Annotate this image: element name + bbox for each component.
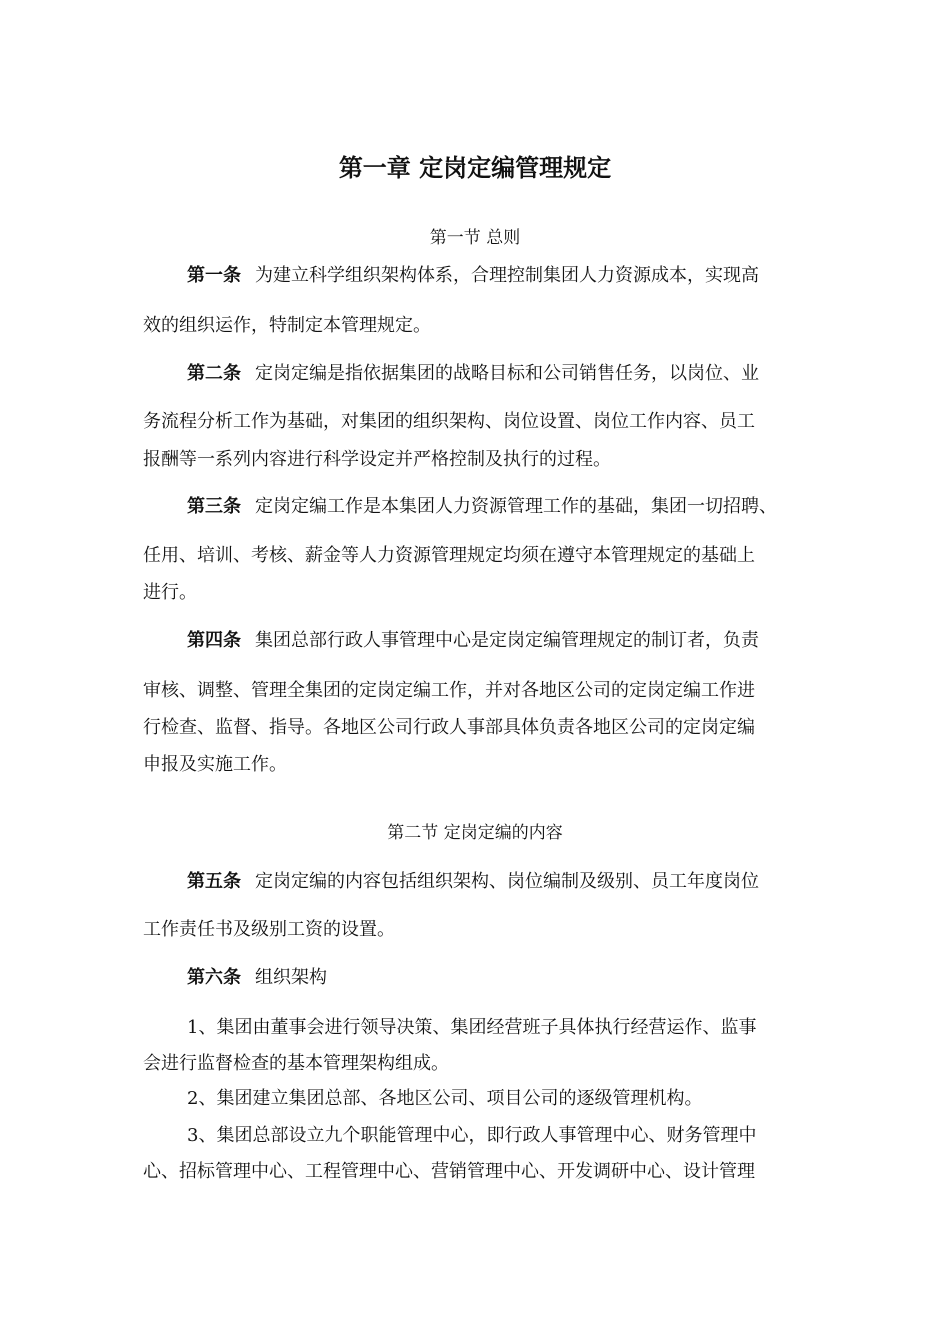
section-heading: 第一节 总则 — [429, 228, 521, 248]
paragraph-line: 进行。 — [143, 582, 197, 603]
article-label: 第四条 — [187, 630, 241, 651]
paragraph-line: 效的组织运作，特制定本管理规定。 — [143, 315, 431, 336]
paragraph-line: 报酬等一系列内容进行科学设定并严格控制及执行的过程。 — [143, 449, 611, 470]
paragraph-line: 申报及实施工作。 — [143, 754, 287, 775]
paragraph-line: 务流程分析工作为基础，对集团的组织架构、岗位设置、岗位工作内容、员工 — [143, 411, 755, 432]
article-label: 第五条 — [187, 871, 241, 892]
paragraph-line: 工作责任书及级别工资的设置。 — [143, 919, 395, 940]
paragraph-text: 定岗定编是指依据集团的战略目标和公司销售任务，以岗位、业 — [255, 363, 759, 384]
chapter-title: 第一章 定岗定编管理规定 — [338, 154, 612, 182]
paragraph-text: 为建立科学组织架构体系，合理控制集团人力资源成本，实现高 — [255, 265, 759, 286]
paragraph-text: 组织架构 — [255, 967, 327, 988]
paragraph-line: 心、招标管理中心、工程管理中心、营销管理中心、开发调研中心、设计管理 — [143, 1161, 755, 1182]
article-paragraph — [187, 629, 759, 653]
article-paragraph — [187, 495, 777, 519]
article-paragraph — [187, 264, 759, 288]
paragraph-line: 审核、调整、管理全集团的定岗定编工作，并对各地区公司的定岗定编工作进 — [143, 680, 755, 701]
section-heading: 第二节 定岗定编的内容 — [387, 823, 563, 843]
paragraph-line: 行检查、监督、指导。各地区公司行政人事部具体负责各地区公司的定岗定编 — [143, 717, 755, 738]
article-paragraph — [187, 362, 759, 386]
article-label: 第六条 — [187, 967, 241, 988]
paragraph-text: 定岗定编的内容包括组织架构、岗位编制及级别、员工年度岗位 — [255, 871, 759, 892]
paragraph-text: 定岗定编工作是本集团人力资源管理工作的基础，集团一切招聘、 — [255, 496, 777, 517]
paragraph-line: 会进行监督检查的基本管理架构组成。 — [143, 1053, 449, 1074]
article-label: 第三条 — [187, 496, 241, 517]
article-label: 第二条 — [187, 363, 241, 384]
article-label: 第一条 — [187, 265, 241, 286]
article-paragraph — [187, 966, 327, 990]
list-item: 1、集团由董事会进行领导决策、集团经营班子具体执行经营运作、监事 — [187, 1017, 757, 1038]
paragraph-line: 任用、培训、考核、薪金等人力资源管理规定均须在遵守本管理规定的基础上 — [143, 545, 755, 566]
list-item: 3、集团总部设立九个职能管理中心，即行政人事管理中心、财务管理中 — [187, 1125, 757, 1146]
article-paragraph — [187, 870, 759, 894]
paragraph-text: 集团总部行政人事管理中心是定岗定编管理规定的制订者，负责 — [255, 630, 759, 651]
list-item: 2、集团建立集团总部、各地区公司、项目公司的逐级管理机构。 — [187, 1088, 703, 1109]
